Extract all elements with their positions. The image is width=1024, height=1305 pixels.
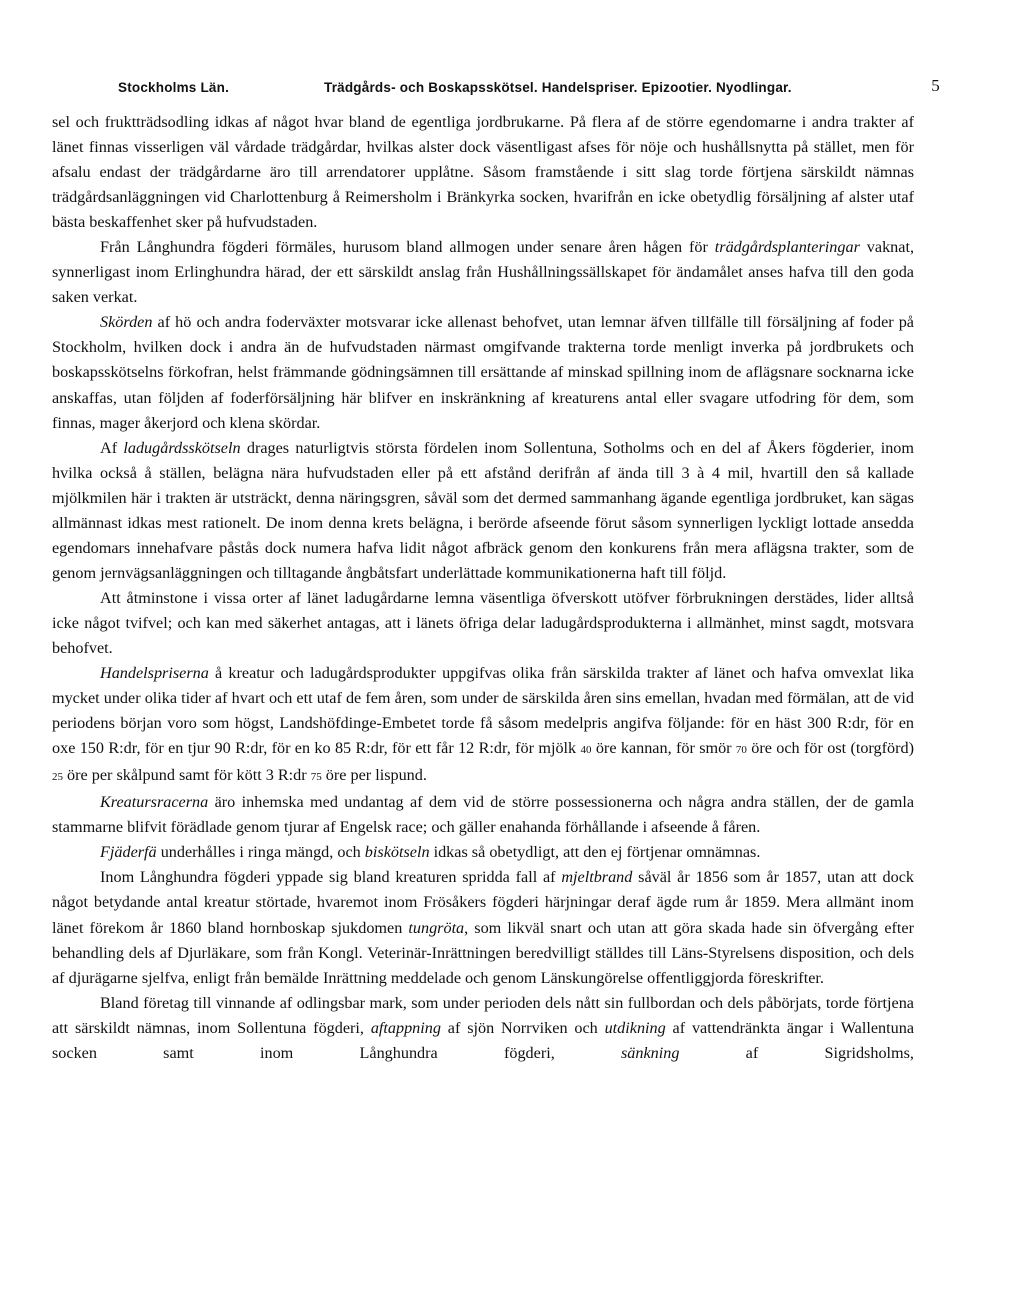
small-number: 25 [52,771,63,784]
page-number: 5 [931,76,940,95]
paragraph [52,991,914,1066]
paragraph [52,840,914,865]
header-topics: Trädgårds- och Boskapsskötsel. Handelspriser. Epizootier. Nyodlingar. [324,80,792,95]
paragraph [52,865,914,990]
italic-term: Handelspriserna [100,664,209,683]
small-number: 40 [580,744,592,757]
italic-term: Fjäderfä [100,843,157,862]
text-run: öre och för ost (torgförd) [746,739,914,758]
text-run: Af [100,438,124,457]
paragraph [52,586,914,661]
italic-term: aftappning [370,1018,441,1037]
paragraph [52,790,914,840]
text-run: af hö och andra foderväxter motsvarar icke allenast behofvet, utan lemnar äfven tillfälle till försäljning af foder på Stockholm, hvilken dock i andra än de hufvudstaden närmast omgifvande trakterna torde menligt inverka på jordbrukets och boskapsskötselns förkofran, helst främmande gödningsämnen till ersättande af minskad spillning inom de aflägsnare socknarna icke anskaffas, utan följden af foderförsäljning här blifver en inskränkning af kreaturens antal eller svagare utfodring för dem, som finnas, mager åkerjord och klena skördar. [52,313,914,432]
paragraph [52,110,914,235]
text-run: Bland företag till vinnande af odlingsbar mark, som under perioden dels nått sin fullbordan och dels påbörjats, torde förtjena att särskildt nämnas, inom Sollentuna fögderi, [52,993,914,1037]
text-run: Inom Långhundra fögderi yppade sig bland kreaturen spridda fall af [100,868,562,887]
text-run: drages naturligtvis största fördelen inom Sollentuna, Sotholms och en del af Åkers fögderier, inom hvilka också å ställen, belägna nära hufvudstaden eller på ett afstånd derifrån af ända till 3 à 4 mil, hvartill den så kallade mjölkmilen här i trakten är utsträckt, denna näringsgren, såväl som det dermed sammanhang ägande egentliga jordbruket, kan sägas allmännast idkas mest rationelt. De inom denna krets belägna, i berörde afseende förut såsom synnerligen lyckligt lottade ansedda egendomars innehafvare påstås dock numera hafva lidit något afbräck genom den konkurens från mera aflägsna trakter, som de genom jernvägsanläggningen och tilltagande ångbåtsfart underlättade kommunikationerna haft till följd. [52,438,914,582]
paragraph [52,661,914,790]
italic-term: trädgårdsplanteringar [714,238,860,257]
italic-term: Kreatursracerna [100,793,209,812]
text-run: underhålles i ringa mängd, och [156,843,365,862]
text-run: af sjön Norrviken och [440,1018,605,1037]
text-run: idkas så obetydligt, att den ej förtjenar omnämnas. [429,843,761,862]
text-run: af Sigridsholms, [679,1043,914,1062]
paragraph [52,310,914,435]
italic-term: ladugårdsskötseln [123,438,241,457]
text-run: sel och fruktträdsodling idkas af något hvar bland de egentliga jordbrukarne. På flera af de större egendomarne i andra trakter af länet finnas visserligen väl vårdade trädgårdar, hvilkas alster dock väsentligast afses för nöje och hushållsnytta på stället, men för afsalu endast der trädgårdarne äro till arrendatorer upplåtne. Såsom framstående i sitt slag torde förtjena särskildt nämnas trädgårdsanläggningen vid Charlottenburg å Reimersholm i Bränkyrka socken, hvarifrån en icke obetydlig försäljning af alster utaf bästa beskaffenhet sker på hufvudstaden. [52,113,914,232]
text-run: , som likväl snart och utan att göra skada hade sin öfvergång efter behandling dels af Djurläkare, som från Kongl. Veterinär-Inrättningen beredvilligt ställdes till Läns-Styrelsens disposition, och dels af djurägarne sjelfva, enligt från bemälde Inrättning meddelade och genom Länskungörelse offentliggjorda föreskrifter. [52,918,914,987]
text-run: Att åtminstone i vissa orter af länet ladugårdarne lemna väsentliga öfverskott utöfver förbrukningen derstädes, lider alltså icke något tvifvel; och kan med säkerhet antagas, att i länets öfriga delar ladugårdsprodukterna i allmänhet, minst sagdt, motsvara behofvet. [52,588,914,657]
text-run: öre kannan, för smör [591,739,736,758]
italic-term: sänkning [620,1043,680,1062]
header-county: Stockholms Län. [118,80,230,95]
paragraph [52,436,914,586]
running-header [52,70,940,100]
italic-term: utdikning [604,1018,666,1037]
document-page [52,70,940,1066]
italic-term: Skörden [100,313,153,332]
text-run: å kreatur och ladugårdsprodukter uppgifvas olika från särskilda trakter af länet och hafva omvexlat lika mycket under olika tider af hvart och ett utaf de fem åren, som under de särskilda åren sins emellan, hvadan med förmälan, att de vid periodens början voro som högst, Landshöfdinge-Embetet torde få såsom medelpris angifva följande: för en häst 300 R:dr, för en oxe 150 R:dr, för en tjur 90 R:dr, för en ko 85 R:dr, för ett får 12 R:dr, för mjölk [52,664,914,758]
text-run: öre per lispund. [321,766,427,785]
text-run: Från Långhundra fögderi förmäles, hurusom bland allmogen under senare åren hågen för [100,238,715,257]
italic-term: tungröta [408,918,465,937]
text-run: vaknat, synnerligast inom Erlinghundra härad, der ett särskildt anslag från Hushållningssällskapet för ändamålet anses hafva till den goda saken verkat. [52,238,914,307]
small-number: 75 [310,771,322,784]
text-run: af vattendränkta ängar i Wallentuna socken samt inom Långhundra fögderi, [52,1018,914,1062]
text-run: äro inhemska med undantag af dem vid de större possessionerna och några andra ställen, der de gamla stammarne blifvit förädlade genom tjurar af Engelsk race; och gäller enahanda förhållande i afseende å fåren. [52,793,914,837]
text-run: såväl år 1856 som år 1857, utan att dock något betydande antal kreatur störtade, hvaremot inom Frösåkers fögderi härjningar deraf ägde rum år 1859. Mera allmänt inom länet förekom år 1860 bland hornboskap sjukdomen [52,868,914,937]
text-run: öre per skålpund samt för kött 3 R:dr [63,766,311,785]
body-text [52,110,914,1066]
small-number: 70 [735,744,747,757]
italic-term: biskötseln [364,843,430,862]
paragraph [52,235,914,310]
italic-term: mjeltbrand [561,868,633,887]
